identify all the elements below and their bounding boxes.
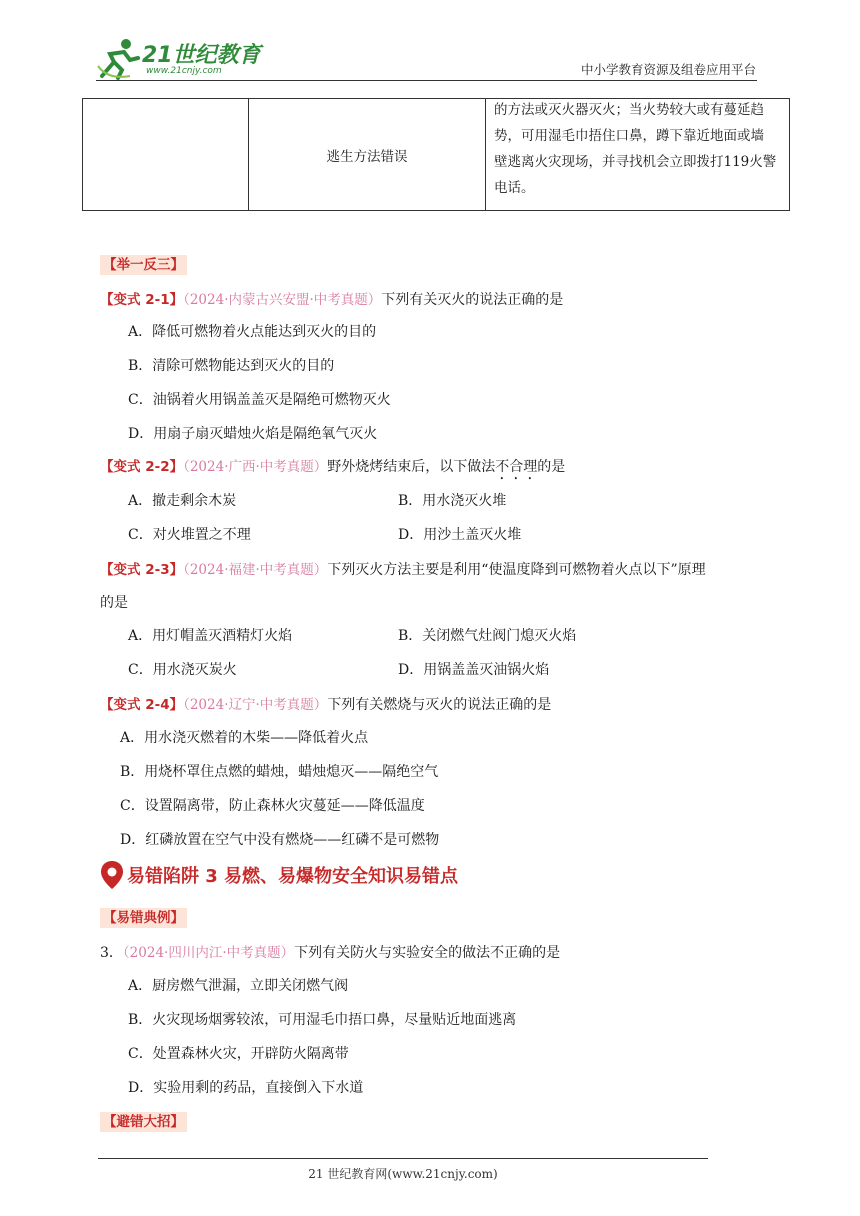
answer-table: [82, 98, 790, 211]
location-pin-icon: [100, 860, 124, 890]
option-a: A．降低可燃物着火点能达到灭火的目的: [128, 324, 377, 340]
question-text: 下列有关燃烧与灭火的说法正确的是: [327, 697, 552, 713]
question-text-end: 的是: [537, 459, 566, 475]
footer-text: 21 世纪教育网(www.21cnjy.com): [308, 1167, 498, 1181]
table-cell-explanation: [486, 99, 789, 210]
runner-logo-icon: [96, 36, 142, 80]
option-b: B．用水浇灭火堆: [398, 493, 507, 509]
footer-divider: [98, 1158, 708, 1159]
question-tag: 【变式 2-4】: [100, 697, 184, 713]
option-d: D．用锅盖盖灭油锅火焰: [398, 662, 550, 678]
question-text: 下列有关灭火的说法正确的是: [381, 292, 564, 308]
question-number: 3．: [100, 945, 123, 961]
section-tag-practice: 【举一反三】: [100, 253, 187, 273]
option-d: D．用沙土盖灭火堆: [398, 527, 522, 543]
question-2-3-stem: [100, 558, 706, 579]
question-2-1-stem: [100, 288, 563, 309]
table-cell-empty: [83, 99, 249, 210]
question-2-2-stem: [100, 455, 565, 483]
option-b: B．关闭燃气灶阀门熄灭火焰: [398, 628, 577, 644]
option-a: A．用水浇灭燃着的木柴——降低着火点: [120, 730, 369, 746]
option-b: B．火灾现场烟雾较浓，可用湿毛巾捂口鼻，尽量贴近地面逃离: [128, 1012, 517, 1028]
option-d: D．用扇子扇灭蜡烛火焰是隔绝氧气灭火: [128, 426, 378, 442]
question-text: 下列灭火方法主要是利用“使温度降到可燃物着火点以下”原理: [327, 562, 706, 578]
option-b: B．用烧杯罩住点燃的蜡烛，蜡烛熄灭——隔绝空气: [120, 764, 439, 780]
option-c: C．用水浇灭炭火: [128, 662, 237, 678]
question-tag: 【变式 2-3】: [100, 562, 184, 578]
option-c: C．油锅着火用锅盖盖灭是隔绝可燃物灭火: [128, 392, 391, 408]
option-a: A．厨房燃气泄漏，立即关闭燃气阀: [128, 978, 349, 994]
question-3-stem: [100, 941, 560, 962]
explanation-line: 的方法或灭火器灭火；当火势较大或有蔓延趋: [494, 102, 764, 118]
option-c: C．处置森林火灾，开辟防火隔离带: [128, 1046, 349, 1062]
trap-title: 易错陷阱 3 易燃、易爆物安全知识易错点: [127, 866, 459, 887]
site-logo: [96, 36, 266, 80]
option-c: C．设置隔离带，防止森林火灾蔓延——降低温度: [120, 798, 425, 814]
section-tag-avoid: 【避错大招】: [100, 1110, 187, 1130]
explanation-line: 电话。: [494, 180, 535, 196]
question-source: （2024·广西·中考真题）: [183, 459, 328, 475]
header-platform-text: 中小学教育资源及组卷应用平台: [580, 62, 756, 77]
option-a: A．用灯帽盖灭酒精灯火焰: [128, 628, 293, 644]
question-source: （2024·内蒙古兴安盟·中考真题）: [183, 292, 382, 308]
option-d: D．红磷放置在空气中没有燃烧——红磷不是可燃物: [120, 832, 440, 848]
question-text: 野外烧烤结束后，以下做法: [327, 459, 496, 475]
explanation-line: 势，可用湿毛巾捂住口鼻，蹲下靠近地面或墙: [494, 128, 764, 144]
question-source: （2024·四川内江·中考真题）: [122, 945, 295, 961]
option-d: D．实验用剩的药品，直接倒入下水道: [128, 1080, 364, 1096]
question-tag: 【变式 2-2】: [100, 459, 184, 475]
trap-heading: [100, 860, 458, 890]
question-source: （2024·福建·中考真题）: [183, 562, 328, 578]
question-2-3-stem-cont: 的是: [100, 595, 128, 611]
table-cell-error-type: 逃生方法错误: [249, 99, 486, 210]
header-divider: [96, 80, 757, 81]
logo-text: 21世纪教育: [142, 43, 261, 68]
question-tag: 【变式 2-1】: [100, 292, 184, 308]
option-c: C．对火堆置之不理: [128, 527, 251, 543]
emphasized-text: 不合理: [495, 459, 538, 475]
question-text: 下列有关防火与实验安全的做法不正确的是: [294, 945, 561, 961]
explanation-line: 壁逃离火灾现场，并寻找机会立即拨打119火警: [494, 154, 777, 170]
question-2-4-stem: [100, 693, 551, 714]
question-source: （2024·辽宁·中考真题）: [183, 697, 328, 713]
section-tag-example: 【易错典例】: [100, 906, 187, 926]
logo-url: www.21cnjy.com: [146, 66, 222, 76]
option-b: B．清除可燃物能达到灭火的目的: [128, 358, 335, 374]
option-a: A．撤走剩余木炭: [128, 493, 237, 509]
